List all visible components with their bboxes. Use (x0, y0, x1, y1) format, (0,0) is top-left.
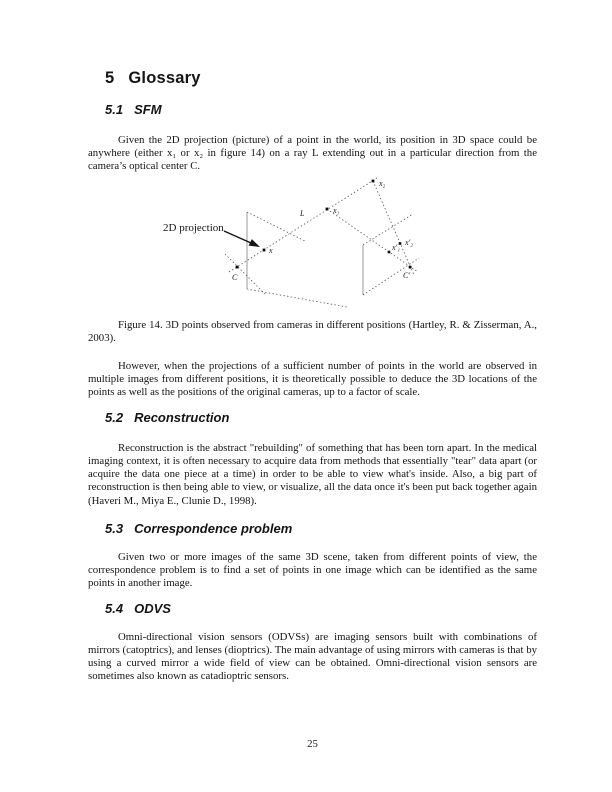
label-x1: x₁ (333, 206, 340, 215)
figure-diagram (0, 164, 612, 314)
section-heading-glossary (105, 69, 201, 88)
point-x2 (372, 180, 375, 183)
heading-number: 5 (105, 69, 115, 87)
label-x2: x₂ (379, 179, 386, 188)
heading-number: 5.2 (105, 410, 124, 425)
heading-title: Correspondence problem (134, 521, 293, 536)
page-number: 25 (307, 738, 318, 750)
ray-L (229, 178, 377, 272)
paragraph-reconstruction: Reconstruction is the abstract "rebuilding" of something that has been torn apart. In the medical imaging context, it is often necessary to acquire data from methods that essentially "tear" data apart (or acquire the data one piece at a time) in order to be able to view what's inside. Also, a big part of reconstruction is then being able to view, or visualize, all the data once it's been put back together again (Haveri M., Miya E., Clunie D., 1998). (88, 441, 537, 507)
left-image-plane-bottom (247, 289, 347, 307)
paragraph-correspondence: Given two or more images of the same 3D scene, taken from different points of view, the correspondence problem is to find a set of points in one image which can be identified as the same points in another image. (88, 550, 537, 590)
label-x: x (269, 246, 273, 255)
heading-title: Reconstruction (134, 410, 230, 425)
heading-number: 5.1 (105, 102, 124, 117)
heading-title: ODVS (134, 601, 171, 616)
label-L: L (300, 209, 305, 218)
label-c-prime: C' (403, 271, 411, 280)
point-c-prime (409, 266, 412, 269)
section-heading-sfm (105, 102, 162, 117)
right-image-plane-bottom (363, 258, 419, 295)
paragraph-sfm-1: Given the 2D projection (picture) of a point in the world, its position in 3D space could be anywhere (either x₁ or x₂ in figure 14) on a ray L extending out in a particular direction from the camera’s optical center C. (88, 133, 537, 173)
heading-title: Glossary (128, 69, 201, 87)
label-c: C (232, 273, 238, 282)
paragraph-sfm-2: However, when the projections of a sufficient number of points in the world are observed in multiple images from different positions, it is theoretically possible to deduce the 3D locations of the points as well as the positions of the original cameras, up to a factor of scale. (88, 359, 537, 399)
section-heading-reconstruction (105, 410, 229, 425)
figure-caption: Figure 14. 3D points observed from cameras in different positions (Hartley, R. & Zisserman, A., 2003). (88, 318, 537, 344)
point-x1 (326, 208, 329, 211)
point-c (236, 266, 239, 269)
paragraph-odvs: Omni-directional vision sensors (ODVSs) are imaging sensors built with combinations of mirrors (catoptrics), and lenses (dioptrics). The main advantage of using mirrors with cameras is that by using a curved mirror a wide field of view can be obtained. Omni-directional vision sensors are sometimes also known as catadioptric sensors. (88, 630, 537, 683)
section-heading-correspondence (105, 521, 292, 536)
callout-arrowhead-icon (249, 239, 260, 247)
label-x1-prime: x'₁ (392, 243, 401, 252)
heading-number: 5.3 (105, 521, 124, 536)
heading-number: 5.4 (105, 601, 124, 616)
section-heading-odvs (105, 601, 171, 616)
ray-x2-to-c-prime (373, 181, 414, 275)
label-x2-prime: x'₂ (405, 238, 414, 247)
callout-2d-projection: 2D projection (163, 222, 224, 234)
point-x1-prime (388, 251, 391, 254)
left-image-plane-top (247, 212, 305, 241)
point-x (263, 249, 266, 252)
heading-title: SFM (134, 102, 162, 117)
